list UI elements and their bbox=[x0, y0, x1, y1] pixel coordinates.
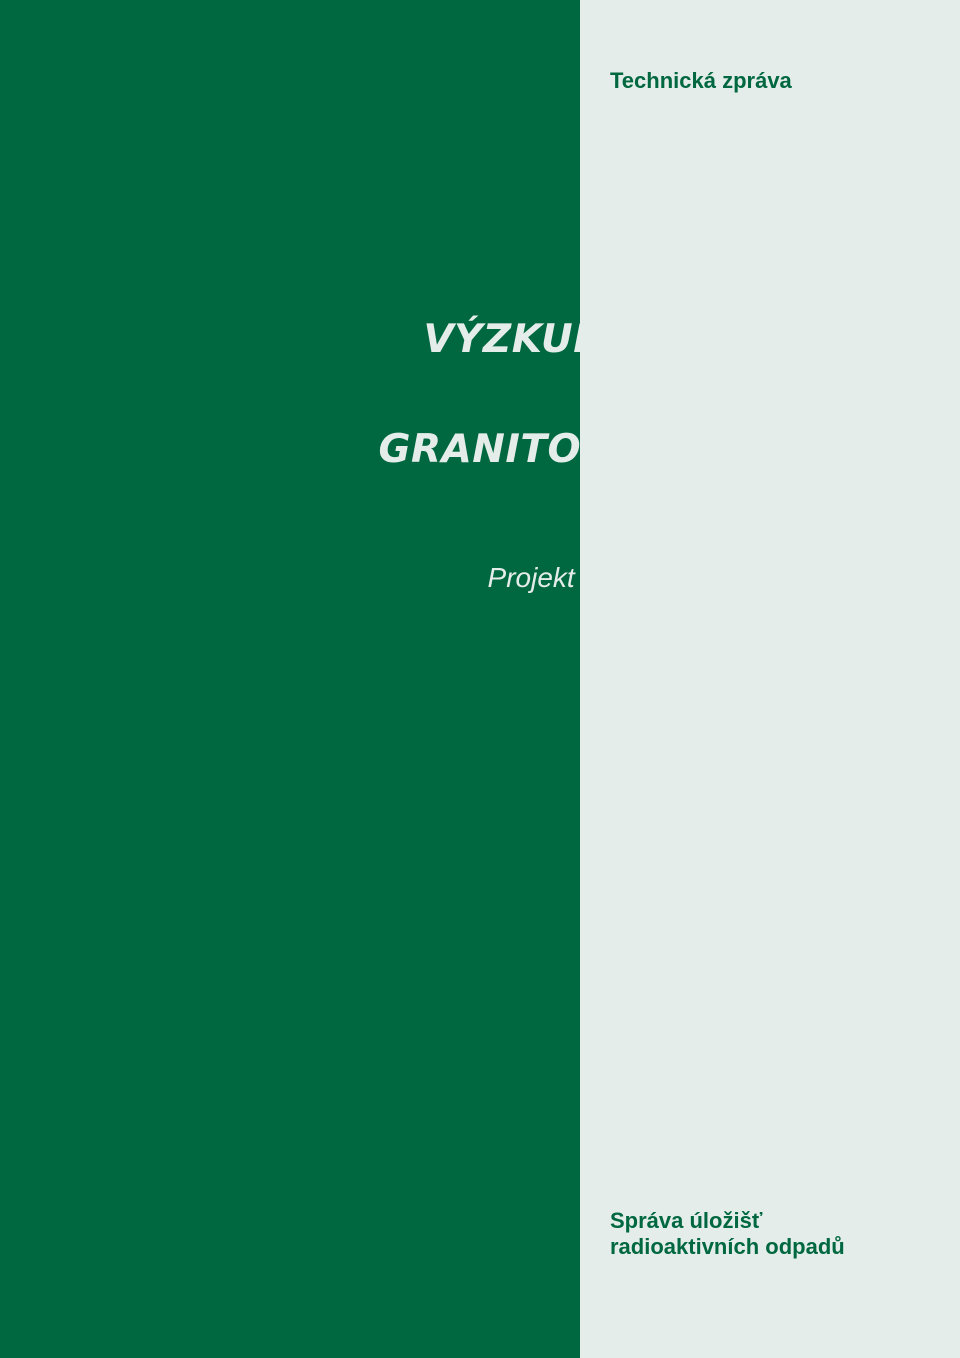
light-side-panel bbox=[580, 0, 960, 1358]
title-line-3: GRANITOIDNÍCH MASÍVŮ bbox=[378, 427, 930, 472]
publisher-name bbox=[610, 1208, 845, 1260]
report-type-label: Technická zpráva bbox=[610, 68, 792, 93]
title-line-1: VÝZKUM HOMOGENITY bbox=[423, 317, 930, 362]
institution-name: Ústav jaderného výzkumu Řež a.s. bbox=[632, 740, 926, 761]
document-title bbox=[370, 312, 930, 477]
publisher-line-1: Správa úložišť bbox=[610, 1208, 763, 1233]
document-subtitle: Projekt prací na hypotetické lokalitě bbox=[487, 562, 928, 593]
publisher-line-2: radioaktivních odpadů bbox=[610, 1234, 845, 1259]
title-line-2: VYBRANÝCH bbox=[656, 372, 930, 417]
publication-date: Září 1999 bbox=[844, 957, 926, 978]
